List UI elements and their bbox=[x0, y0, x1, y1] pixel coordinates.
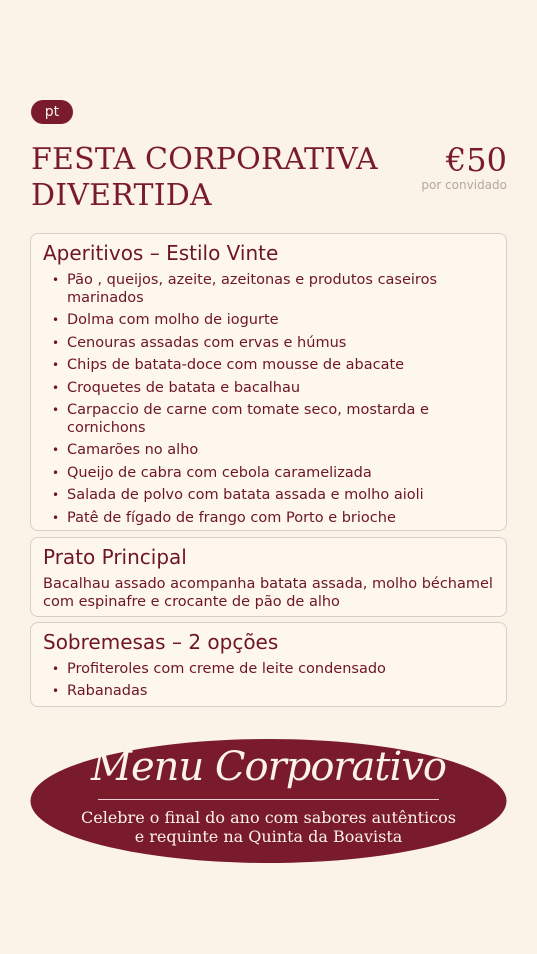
bullet-icon: • bbox=[52, 358, 60, 373]
page-title: FESTA CORPORATIVA DIVERTIDA bbox=[31, 142, 378, 213]
list-item: • Profiteroles com creme de leite condensado bbox=[52, 661, 386, 677]
list-item: • Carpaccio de carne com tomate seco, mostarda e cornichons bbox=[52, 401, 429, 436]
desserts-list bbox=[43, 660, 494, 700]
list-item: • Pão , queijos, azeite, azeitonas e produtos caseiros marinados bbox=[52, 272, 437, 306]
main-course-title: Prato Principal bbox=[43, 545, 187, 569]
language-badge[interactable]: pt bbox=[31, 100, 73, 124]
list-item: • Salada de polvo com batata assada e molho aioli bbox=[52, 487, 424, 504]
list-item: • Croquetes de batata e bacalhau bbox=[52, 379, 301, 396]
bullet-icon: • bbox=[52, 313, 60, 328]
price: €50 bbox=[445, 141, 507, 179]
list-item: • Dolma com molho de iogurte bbox=[52, 312, 279, 329]
list-item: • Rabanadas bbox=[52, 683, 148, 700]
bullet-icon: • bbox=[52, 443, 60, 458]
banner-subtitle bbox=[30, 808, 507, 846]
bullet-icon: • bbox=[52, 465, 60, 480]
bullet-icon: • bbox=[52, 380, 60, 395]
bullet-icon: • bbox=[52, 335, 60, 350]
desserts-title: Sobremesas – 2 opções bbox=[43, 630, 279, 654]
bullet-icon: • bbox=[52, 684, 60, 699]
banner-divider bbox=[98, 799, 439, 800]
main-course-text: Bacalhau assado acompanha batata assada, molho béchamel com espinafre e crocante de pão de alho bbox=[43, 576, 493, 610]
starters-title: Aperitivos – Estilo Vinte bbox=[43, 241, 279, 265]
starters-list bbox=[43, 271, 494, 527]
list-item: • Chips de batata-doce com mousse de abacate bbox=[52, 357, 405, 374]
starters-card bbox=[30, 233, 507, 531]
menu-banner bbox=[30, 738, 507, 864]
bullet-icon: • bbox=[52, 510, 60, 525]
price-note: por convidado bbox=[421, 178, 507, 192]
banner-subtitle-line-1: Celebre o final do ano com sabores autênticos bbox=[81, 808, 456, 827]
bullet-icon: • bbox=[52, 662, 60, 676]
banner-subtitle-line-2: e requinte na Quinta da Boavista bbox=[134, 827, 403, 846]
main-course-card bbox=[30, 537, 507, 617]
banner-title: Menu Corporativo bbox=[91, 744, 446, 790]
bullet-icon: • bbox=[52, 273, 60, 287]
bullet-icon: • bbox=[52, 402, 60, 417]
bullet-icon: • bbox=[52, 488, 60, 503]
list-item: • Patê de fígado de frango com Porto e brioche bbox=[52, 509, 396, 526]
desserts-card bbox=[30, 622, 507, 707]
list-item: • Camarões no alho bbox=[52, 442, 199, 459]
list-item: • Cenouras assadas com ervas e húmus bbox=[52, 334, 347, 351]
list-item: • Queijo de cabra com cebola caramelizada bbox=[52, 464, 372, 481]
